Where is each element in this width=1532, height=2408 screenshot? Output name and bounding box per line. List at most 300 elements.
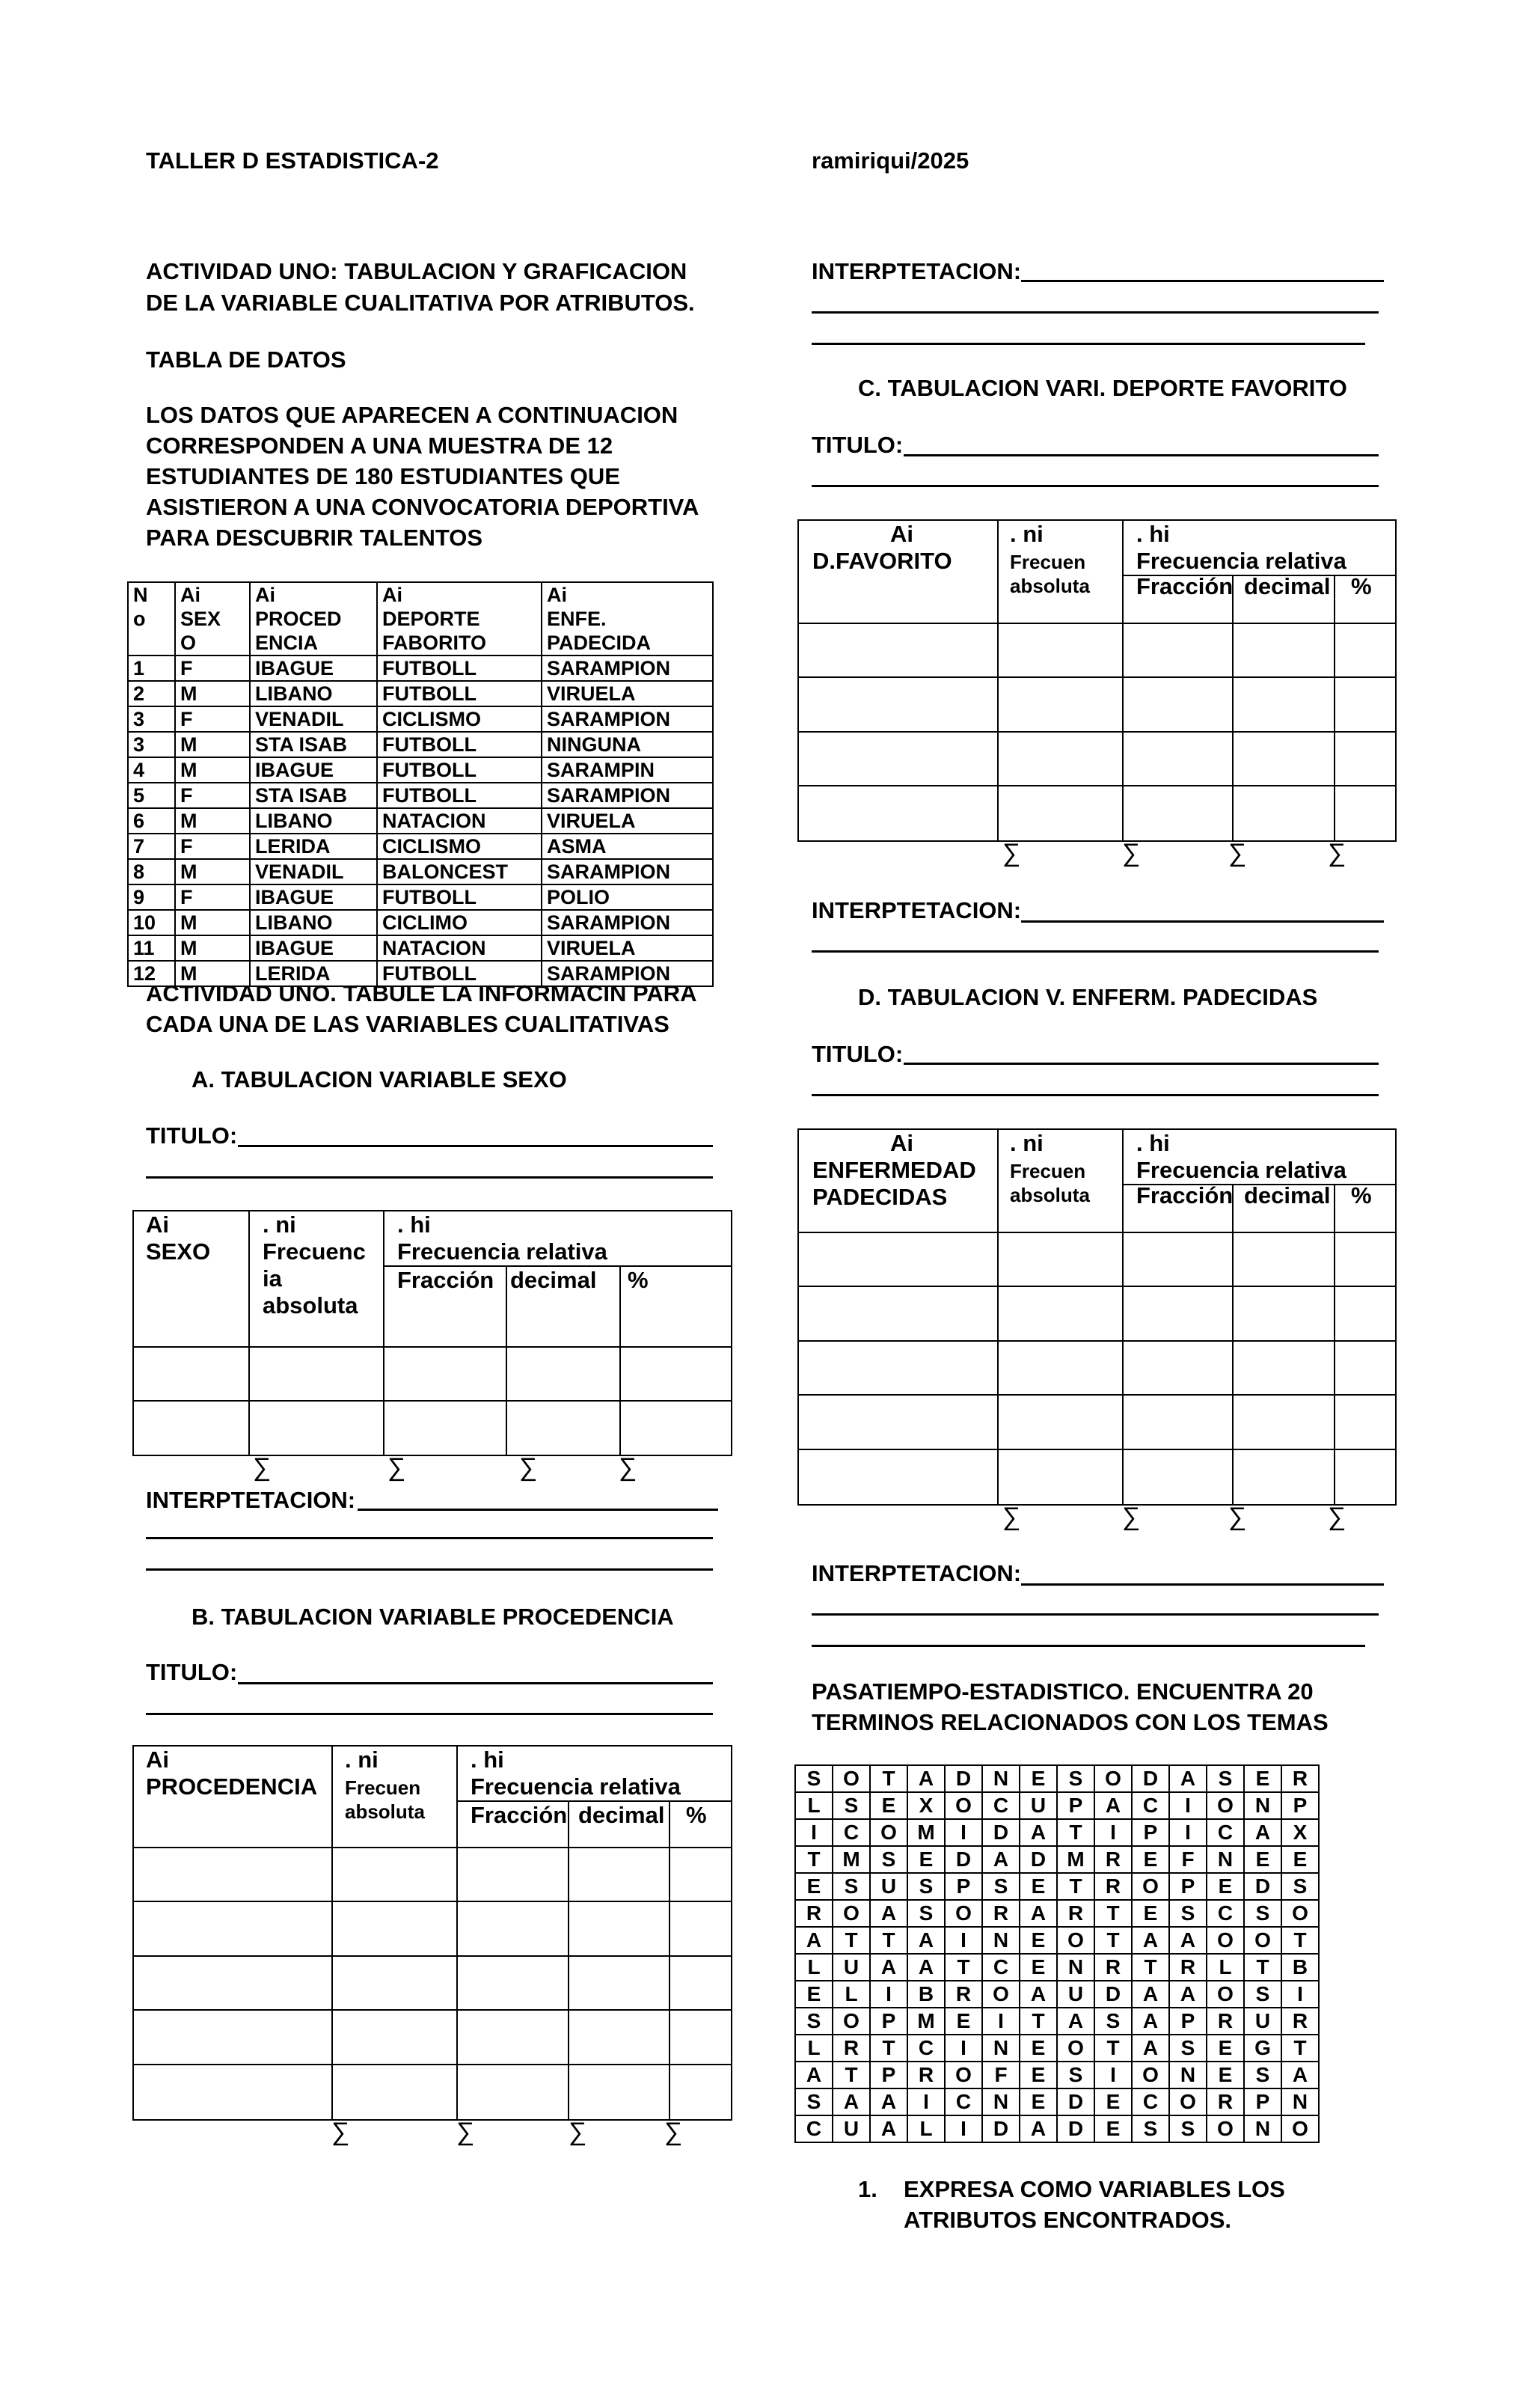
- word-search-cell[interactable]: T: [1281, 1927, 1319, 1954]
- word-search-cell[interactable]: A: [795, 2062, 833, 2088]
- table-row: [128, 757, 713, 783]
- table-a-ni-line: Frecuenc: [263, 1238, 366, 1265]
- table-row: [128, 910, 713, 935]
- word-search-cell[interactable]: M: [907, 2008, 945, 2035]
- word-search-cell[interactable]: E: [1020, 1954, 1057, 1981]
- table-d-decimal: decimal: [1244, 1182, 1331, 1208]
- section-a-interp-label: INTERPTETACION:: [146, 1487, 356, 1513]
- word-search-cell[interactable]: S: [1244, 1900, 1281, 1927]
- word-search-cell[interactable]: L: [795, 2035, 833, 2062]
- word-search-cell[interactable]: S: [795, 2088, 833, 2115]
- word-search-cell[interactable]: P: [1244, 2088, 1281, 2115]
- word-search-cell[interactable]: N: [982, 1765, 1020, 1792]
- word-search-cell[interactable]: E: [1020, 1873, 1057, 1900]
- sum-sigma: ∑: [1122, 1503, 1141, 1531]
- word-search-cell[interactable]: S: [1281, 1873, 1319, 1900]
- table-cell: CICLISMO: [377, 706, 542, 732]
- word-search-cell[interactable]: E: [1207, 2035, 1244, 2062]
- word-search-cell[interactable]: S: [1132, 2115, 1169, 2142]
- question-line1: EXPRESA COMO VARIABLES LOS: [904, 2176, 1285, 2202]
- word-search-cell[interactable]: L: [1207, 1954, 1244, 1981]
- word-search-cell[interactable]: T: [1057, 1873, 1094, 1900]
- table-cell: 10: [128, 910, 175, 935]
- word-search-cell[interactable]: C: [795, 2115, 833, 2142]
- section-a-titulo-line2[interactable]: [146, 1176, 713, 1179]
- word-search-cell[interactable]: T: [1020, 2008, 1057, 2035]
- word-search-cell[interactable]: T: [1244, 1954, 1281, 1981]
- word-search-cell[interactable]: E: [1207, 1873, 1244, 1900]
- table-cell: 1: [128, 656, 175, 681]
- word-search-cell[interactable]: A: [1132, 1981, 1169, 2008]
- word-search-cell[interactable]: N: [982, 2088, 1020, 2115]
- word-search-cell[interactable]: S: [1057, 1765, 1094, 1792]
- word-search-cell[interactable]: E: [1020, 1765, 1057, 1792]
- section-c-interp-line[interactable]: [1021, 920, 1384, 923]
- word-search-cell[interactable]: T: [1281, 2035, 1319, 2062]
- word-search-cell[interactable]: A: [1244, 1819, 1281, 1846]
- word-search-cell[interactable]: C: [1132, 1792, 1169, 1819]
- word-search-row: [795, 1900, 1319, 1927]
- word-search-cell[interactable]: R: [907, 2062, 945, 2088]
- word-search-cell[interactable]: O: [1132, 1873, 1169, 1900]
- word-search-cell[interactable]: P: [870, 2008, 907, 2035]
- word-search-cell[interactable]: P: [1132, 1819, 1169, 1846]
- word-search-cell[interactable]: T: [1094, 1927, 1132, 1954]
- table-d-percent: %: [1351, 1182, 1372, 1208]
- word-search-cell[interactable]: S: [795, 1765, 833, 1792]
- table-cell: 8: [128, 859, 175, 884]
- word-search-cell[interactable]: T: [833, 2062, 870, 2088]
- section-a-interp-line[interactable]: [358, 1509, 718, 1511]
- table-cell: SARAMPION: [542, 706, 713, 732]
- word-search-cell[interactable]: R: [795, 1900, 833, 1927]
- word-search-cell[interactable]: D: [982, 2115, 1020, 2142]
- word-search-cell[interactable]: A: [907, 1954, 945, 1981]
- word-search-cell[interactable]: S: [870, 1846, 907, 1873]
- word-search-cell[interactable]: D: [1132, 1765, 1169, 1792]
- table-row: [128, 656, 713, 681]
- word-search-cell[interactable]: S: [1244, 1981, 1281, 2008]
- word-search-cell[interactable]: O: [833, 2008, 870, 2035]
- table-row: [128, 732, 713, 757]
- table-c-hi-label: . hi: [1136, 521, 1170, 547]
- word-search-cell[interactable]: E: [1020, 2062, 1057, 2088]
- word-search-cell[interactable]: D: [1057, 2115, 1094, 2142]
- word-search-cell[interactable]: U: [1244, 2008, 1281, 2035]
- header-cell-no: N o: [128, 582, 175, 656]
- word-search-cell[interactable]: S: [907, 1900, 945, 1927]
- word-search-cell[interactable]: A: [870, 1954, 907, 1981]
- word-search-cell[interactable]: D: [982, 1819, 1020, 1846]
- word-search-cell[interactable]: T: [870, 2035, 907, 2062]
- word-search-cell[interactable]: E: [1132, 1900, 1169, 1927]
- word-search-cell[interactable]: O: [1132, 2062, 1169, 2088]
- word-search-cell[interactable]: N: [1169, 2062, 1207, 2088]
- word-search-cell[interactable]: C: [945, 2088, 982, 2115]
- word-search-cell[interactable]: E: [1020, 1927, 1057, 1954]
- sum-sigma: ∑: [1228, 1503, 1247, 1531]
- word-search-cell[interactable]: U: [833, 1954, 870, 1981]
- table-b-decimal: decimal: [578, 1802, 665, 1828]
- table-cell: F: [175, 834, 250, 859]
- word-search-cell[interactable]: A: [1020, 1819, 1057, 1846]
- section-a-interp-line2[interactable]: [146, 1537, 713, 1539]
- word-search-row: [795, 2008, 1319, 2035]
- word-search-cell[interactable]: N: [1244, 1792, 1281, 1819]
- word-search-cell[interactable]: C: [907, 2035, 945, 2062]
- word-search-cell[interactable]: T: [795, 1846, 833, 1873]
- word-search-cell[interactable]: S: [833, 1873, 870, 1900]
- word-search-cell[interactable]: O: [982, 1981, 1020, 2008]
- table-cell: FUTBOLL: [377, 961, 542, 986]
- word-search-cell[interactable]: E: [795, 1981, 833, 2008]
- word-search-cell[interactable]: E: [1020, 2088, 1057, 2115]
- word-search-cell[interactable]: I: [945, 1819, 982, 1846]
- word-search-cell[interactable]: S: [833, 1792, 870, 1819]
- interp-top-line2[interactable]: [812, 311, 1379, 314]
- word-search-cell[interactable]: O: [1244, 1927, 1281, 1954]
- word-search-cell[interactable]: I: [945, 2115, 982, 2142]
- table-row: [128, 808, 713, 834]
- word-search-cell[interactable]: I: [1169, 1819, 1207, 1846]
- word-search-cell[interactable]: I: [1094, 2062, 1132, 2088]
- sum-sigma: ∑: [619, 1453, 637, 1482]
- table-cell: LERIDA: [250, 834, 377, 859]
- word-search-cell[interactable]: I: [907, 2088, 945, 2115]
- word-search-cell[interactable]: E: [1094, 2115, 1132, 2142]
- word-search-cell[interactable]: C: [1132, 2088, 1169, 2115]
- word-search-cell[interactable]: O: [1281, 2115, 1319, 2142]
- word-search-cell[interactable]: R: [833, 2035, 870, 2062]
- section-d-interp-line[interactable]: [1021, 1583, 1384, 1586]
- word-search-cell[interactable]: O: [1281, 1900, 1319, 1927]
- word-search-cell[interactable]: A: [870, 2115, 907, 2142]
- word-search-cell[interactable]: O: [870, 1819, 907, 1846]
- word-search-cell[interactable]: I: [945, 1927, 982, 1954]
- word-search-cell[interactable]: O: [1207, 1792, 1244, 1819]
- word-search-cell[interactable]: O: [945, 1792, 982, 1819]
- table-cell: CICLIMO: [377, 910, 542, 935]
- word-search-cell[interactable]: E: [1244, 1765, 1281, 1792]
- word-search-cell[interactable]: B: [907, 1981, 945, 2008]
- word-search-cell[interactable]: I: [1281, 1981, 1319, 2008]
- word-search-cell[interactable]: D: [1020, 1846, 1057, 1873]
- table-cell: POLIO: [542, 884, 713, 910]
- question-number: 1.: [858, 2176, 877, 2202]
- word-search-cell[interactable]: E: [795, 1873, 833, 1900]
- word-search-cell[interactable]: S: [1094, 2008, 1132, 2035]
- word-search-cell[interactable]: S: [1169, 2035, 1207, 2062]
- table-d-hi-label: . hi: [1136, 1130, 1170, 1156]
- word-search-cell[interactable]: E: [1281, 1846, 1319, 1873]
- word-search-cell[interactable]: L: [795, 1792, 833, 1819]
- word-search-cell[interactable]: O: [833, 1765, 870, 1792]
- section-c-titulo-label: TITULO:: [812, 432, 904, 458]
- word-search-cell[interactable]: C: [833, 1819, 870, 1846]
- table-cell: LIBANO: [250, 681, 377, 706]
- word-search-cell[interactable]: D: [1094, 1981, 1132, 2008]
- word-search-cell[interactable]: P: [1169, 1873, 1207, 1900]
- word-search-cell[interactable]: T: [945, 1954, 982, 1981]
- table-d-ni-label: . ni: [1010, 1130, 1044, 1156]
- section-a-title: A. TABULACION VARIABLE SEXO: [192, 1066, 567, 1093]
- section-b-titulo-label: TITULO:: [146, 1659, 238, 1685]
- word-search-cell[interactable]: A: [1020, 1981, 1057, 2008]
- question-line2: ATRIBUTOS ENCONTRADOS.: [904, 2207, 1232, 2233]
- word-search-cell[interactable]: O: [1207, 2115, 1244, 2142]
- table-b-hi-label: . hi: [471, 1747, 504, 1773]
- word-search-cell[interactable]: D: [1244, 1873, 1281, 1900]
- word-search-cell[interactable]: I: [1169, 1792, 1207, 1819]
- table-b-ni-line: Frecuen: [345, 1776, 421, 1799]
- word-search-cell[interactable]: T: [1132, 1954, 1169, 1981]
- sum-sigma: ∑: [387, 1453, 406, 1482]
- word-search-cell[interactable]: R: [1281, 1765, 1319, 1792]
- section-d-titulo-line2[interactable]: [812, 1094, 1379, 1096]
- word-search-cell[interactable]: O: [1169, 2088, 1207, 2115]
- puzzle-title-line2: TERMINOS RELACIONADOS CON LOS TEMAS: [812, 1709, 1329, 1735]
- table-cell: SARAMPION: [542, 783, 713, 808]
- table-cell: VENADIL: [250, 706, 377, 732]
- section-d-titulo-label: TITULO:: [812, 1041, 904, 1067]
- word-search-cell[interactable]: T: [1094, 2035, 1132, 2062]
- section-b-titulo-line[interactable]: [238, 1682, 713, 1684]
- word-search-cell[interactable]: M: [833, 1846, 870, 1873]
- table-a-var-name: SEXO: [146, 1238, 211, 1265]
- section-c-interp-line2[interactable]: [812, 950, 1379, 953]
- word-search-cell[interactable]: S: [1169, 1900, 1207, 1927]
- word-search-cell[interactable]: A: [1094, 1792, 1132, 1819]
- word-search-cell[interactable]: A: [1169, 1981, 1207, 2008]
- word-search-cell[interactable]: A: [907, 1765, 945, 1792]
- word-search-cell[interactable]: L: [833, 1981, 870, 2008]
- data-table-heading: TABLA DE DATOS: [146, 346, 346, 373]
- word-search-cell[interactable]: E: [1094, 2088, 1132, 2115]
- word-search-cell[interactable]: S: [1244, 2062, 1281, 2088]
- word-search-cell[interactable]: O: [833, 1900, 870, 1927]
- table-row: [128, 935, 713, 961]
- table-cell: LIBANO: [250, 808, 377, 834]
- word-search-cell[interactable]: I: [1094, 1819, 1132, 1846]
- word-search-cell[interactable]: R: [982, 1900, 1020, 1927]
- section-d-titulo-line[interactable]: [904, 1063, 1379, 1065]
- table-cell: 7: [128, 834, 175, 859]
- word-search-cell[interactable]: U: [1057, 1981, 1094, 2008]
- word-search-cell[interactable]: T: [870, 1765, 907, 1792]
- word-search-cell[interactable]: T: [1094, 1900, 1132, 1927]
- word-search-cell[interactable]: R: [1094, 1846, 1132, 1873]
- word-search-cell[interactable]: S: [982, 1873, 1020, 1900]
- word-search-cell[interactable]: N: [1057, 1954, 1094, 1981]
- word-search-cell[interactable]: A: [1132, 2008, 1169, 2035]
- word-search-cell[interactable]: R: [1281, 2008, 1319, 2035]
- table-cell: F: [175, 706, 250, 732]
- word-search-cell[interactable]: E: [870, 1792, 907, 1819]
- word-search-cell[interactable]: A: [1169, 1927, 1207, 1954]
- word-search-cell[interactable]: X: [1281, 1819, 1319, 1846]
- table-row: [128, 681, 713, 706]
- word-search-cell[interactable]: O: [1207, 1981, 1244, 2008]
- section-a-titulo-line[interactable]: [238, 1145, 713, 1147]
- word-search-cell[interactable]: R: [1207, 2088, 1244, 2115]
- word-search-cell[interactable]: O: [945, 1900, 982, 1927]
- word-search-cell[interactable]: E: [907, 1846, 945, 1873]
- word-search-cell[interactable]: A: [1169, 1765, 1207, 1792]
- word-search-cell[interactable]: P: [870, 2062, 907, 2088]
- word-search-cell[interactable]: A: [833, 2088, 870, 2115]
- word-search-cell[interactable]: R: [945, 1981, 982, 2008]
- table-cell: 5: [128, 783, 175, 808]
- table-cell: 11: [128, 935, 175, 961]
- word-search-cell[interactable]: N: [982, 2035, 1020, 2062]
- table-c-frequency: [797, 519, 1397, 842]
- word-search-cell[interactable]: I: [982, 2008, 1020, 2035]
- sum-sigma: ∑: [1002, 1503, 1021, 1531]
- word-search-cell[interactable]: E: [945, 2008, 982, 2035]
- word-search-cell[interactable]: A: [870, 2088, 907, 2115]
- table-d-fraccion: Fracción: [1136, 1182, 1234, 1208]
- word-search-cell[interactable]: R: [1094, 1954, 1132, 1981]
- word-search-cell[interactable]: U: [870, 1873, 907, 1900]
- word-search-cell[interactable]: A: [870, 1900, 907, 1927]
- word-search-cell[interactable]: E: [1244, 1846, 1281, 1873]
- word-search-grid[interactable]: [794, 1764, 1320, 2143]
- word-search-cell[interactable]: T: [1057, 1819, 1094, 1846]
- word-search-row: [795, 2115, 1319, 2142]
- word-search-row: [795, 2062, 1319, 2088]
- word-search-cell[interactable]: L: [907, 2115, 945, 2142]
- table-cell: FUTBOLL: [377, 732, 542, 757]
- word-search-cell[interactable]: P: [1281, 1792, 1319, 1819]
- section-b-title: B. TABULACION VARIABLE PROCEDENCIA: [192, 1604, 674, 1630]
- word-search-cell[interactable]: D: [945, 1846, 982, 1873]
- word-search-cell[interactable]: S: [1169, 2115, 1207, 2142]
- word-search-cell[interactable]: O: [1094, 1765, 1132, 1792]
- table-d-frequency: [797, 1128, 1397, 1506]
- description-line: CORRESPONDEN A UNA MUESTRA DE 12: [146, 433, 613, 459]
- word-search-cell[interactable]: A: [907, 1927, 945, 1954]
- table-d-ni-line: Frecuen: [1010, 1160, 1086, 1182]
- word-search-cell[interactable]: A: [1057, 2008, 1094, 2035]
- interp-top-line3[interactable]: [812, 343, 1365, 345]
- word-search-cell[interactable]: P: [945, 1873, 982, 1900]
- word-search-cell[interactable]: E: [1132, 1846, 1169, 1873]
- word-search-cell[interactable]: A: [1281, 2062, 1319, 2088]
- word-search-cell[interactable]: G: [1244, 2035, 1281, 2062]
- word-search-row: [795, 1981, 1319, 2008]
- word-search-cell[interactable]: A: [1020, 1900, 1057, 1927]
- word-search-cell[interactable]: R: [1169, 1954, 1207, 1981]
- table-b-fraccion: Fracción: [471, 1802, 568, 1828]
- table-cell: M: [175, 681, 250, 706]
- word-search-row: [795, 2088, 1319, 2115]
- table-row: [128, 884, 713, 910]
- word-search-cell[interactable]: F: [1169, 1846, 1207, 1873]
- word-search-cell[interactable]: N: [982, 1927, 1020, 1954]
- word-search-cell[interactable]: O: [1057, 1927, 1094, 1954]
- table-cell: M: [175, 910, 250, 935]
- word-search-cell[interactable]: M: [1057, 1846, 1094, 1873]
- word-search-cell[interactable]: C: [982, 1954, 1020, 1981]
- section-c-titulo-line2[interactable]: [812, 485, 1379, 487]
- word-search-cell[interactable]: R: [1207, 2008, 1244, 2035]
- word-search-cell[interactable]: O: [1207, 1927, 1244, 1954]
- word-search-cell[interactable]: F: [982, 2062, 1020, 2088]
- word-search-cell[interactable]: B: [1281, 1954, 1319, 1981]
- word-search-cell[interactable]: S: [1207, 1765, 1244, 1792]
- table-cell: IBAGUE: [250, 757, 377, 783]
- word-search-cell[interactable]: P: [1169, 2008, 1207, 2035]
- section-d-interp-line2[interactable]: [812, 1613, 1379, 1616]
- word-search-cell[interactable]: C: [982, 1792, 1020, 1819]
- word-search-cell[interactable]: D: [1057, 2088, 1094, 2115]
- word-search-cell[interactable]: R: [1057, 1900, 1094, 1927]
- word-search-cell[interactable]: I: [870, 1981, 907, 2008]
- table-a-frequency: [132, 1210, 732, 1456]
- description-line: PARA DESCUBRIR TALENTOS: [146, 525, 483, 551]
- sum-sigma: ∑: [664, 2118, 683, 2146]
- word-search-cell[interactable]: C: [1207, 1900, 1244, 1927]
- word-search-cell[interactable]: X: [907, 1792, 945, 1819]
- word-search-cell[interactable]: A: [1020, 2115, 1057, 2142]
- word-search-cell[interactable]: T: [833, 1927, 870, 1954]
- word-search-cell[interactable]: A: [1132, 1927, 1169, 1954]
- sum-sigma: ∑: [1228, 839, 1247, 867]
- word-search-cell[interactable]: S: [907, 1873, 945, 1900]
- word-search-cell[interactable]: N: [1281, 2088, 1319, 2115]
- interp-top-line[interactable]: [1021, 280, 1384, 282]
- word-search-cell[interactable]: S: [1057, 2062, 1094, 2088]
- word-search-row: [795, 1792, 1319, 1819]
- word-search-cell[interactable]: N: [1207, 1846, 1244, 1873]
- table-c-ni-line: Frecuen: [1010, 551, 1086, 573]
- word-search-cell[interactable]: O: [945, 2062, 982, 2088]
- word-search-cell[interactable]: E: [1207, 2062, 1244, 2088]
- word-search-cell[interactable]: N: [1244, 2115, 1281, 2142]
- table-b-ni-line: absoluta: [345, 1800, 425, 1823]
- word-search-cell[interactable]: P: [1057, 1792, 1094, 1819]
- section-c-titulo-line[interactable]: [904, 454, 1379, 456]
- word-search-cell[interactable]: S: [795, 2008, 833, 2035]
- word-search-cell[interactable]: R: [1094, 1873, 1132, 1900]
- section-a-interp-line3[interactable]: [146, 1568, 713, 1571]
- word-search-cell[interactable]: M: [907, 1819, 945, 1846]
- section-b-titulo-line2[interactable]: [146, 1713, 713, 1715]
- word-search-cell[interactable]: A: [982, 1846, 1020, 1873]
- word-search-cell[interactable]: I: [795, 1819, 833, 1846]
- word-search-cell[interactable]: U: [833, 2115, 870, 2142]
- word-search-cell[interactable]: L: [795, 1954, 833, 1981]
- word-search-cell[interactable]: A: [795, 1927, 833, 1954]
- section-d-interp-line3[interactable]: [812, 1645, 1365, 1647]
- description-line: ASISTIERON A UNA CONVOCATORIA DEPORTIVA: [146, 494, 699, 520]
- word-search-cell[interactable]: A: [1132, 2035, 1169, 2062]
- section-c-title: C. TABULACION VARI. DEPORTE FAVORITO: [858, 375, 1347, 401]
- table-cell: SARAMPION: [542, 910, 713, 935]
- table-cell: VIRUELA: [542, 935, 713, 961]
- word-search-cell[interactable]: E: [1020, 2035, 1057, 2062]
- word-search-cell[interactable]: O: [1057, 2035, 1094, 2062]
- word-search-row: [795, 1819, 1319, 1846]
- word-search-row: [795, 1927, 1319, 1954]
- table-cell: LERIDA: [250, 961, 377, 986]
- word-search-cell[interactable]: I: [945, 2035, 982, 2062]
- word-search-cell[interactable]: C: [1207, 1819, 1244, 1846]
- word-search-cell[interactable]: D: [945, 1765, 982, 1792]
- word-search-cell[interactable]: T: [870, 1927, 907, 1954]
- table-cell: NATACION: [377, 935, 542, 961]
- word-search-cell[interactable]: U: [1020, 1792, 1057, 1819]
